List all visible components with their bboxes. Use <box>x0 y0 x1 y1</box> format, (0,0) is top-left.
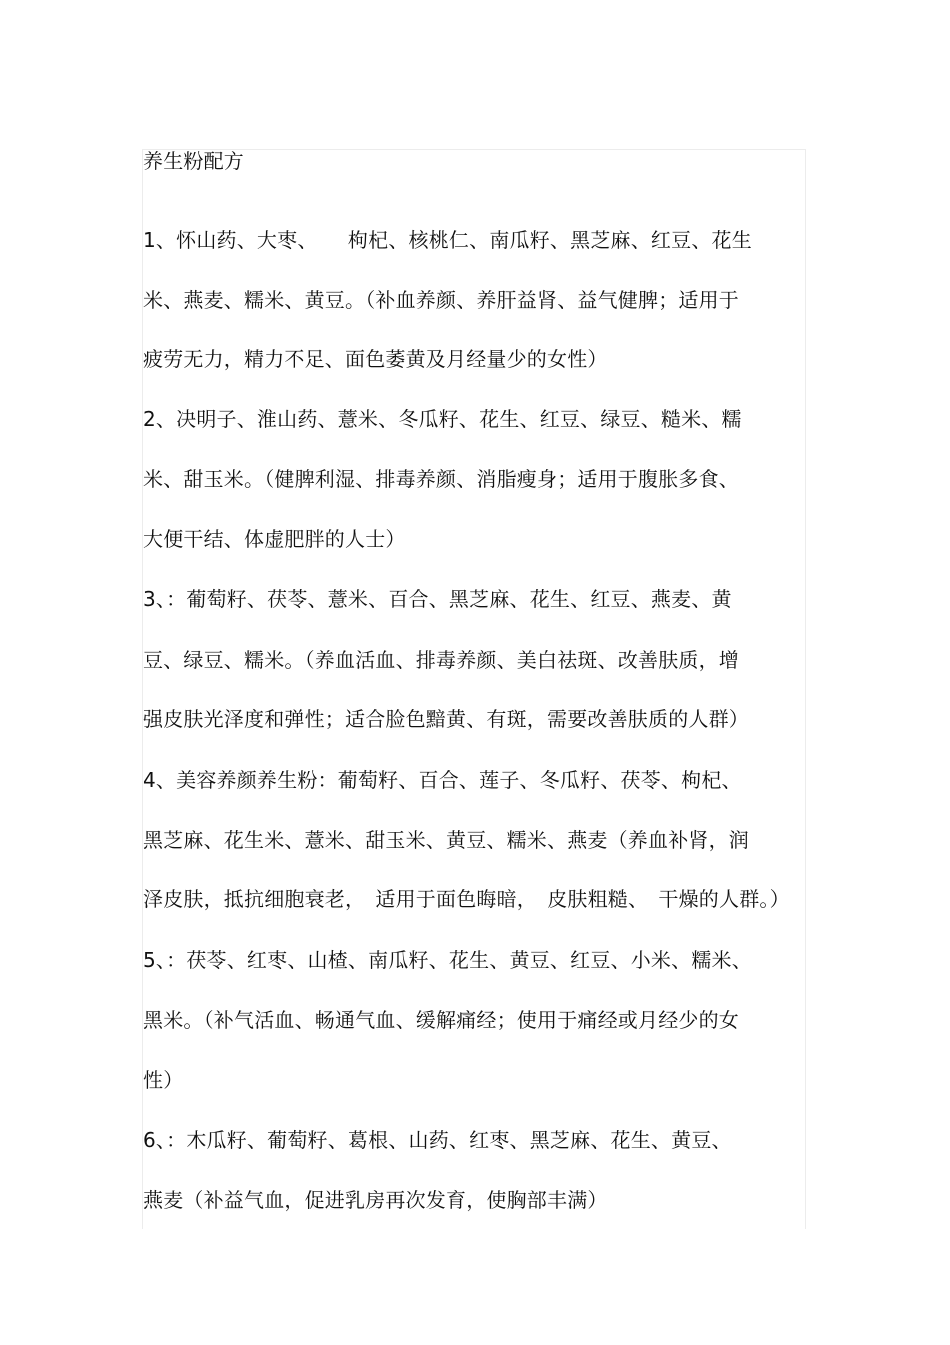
text-line: 2、决明子、淮山药、薏米、冬瓜籽、花生、红豆、绿豆、糙米、糯 <box>143 407 742 431</box>
text-line: 米、甜玉米。（健脾利湿、排毒养颜、消脂瘦身；适用于腹胀多食、 <box>143 467 739 491</box>
text-line: 泽皮肤，抵抗细胞衰老， 适用于面色晦暗， 皮肤粗糙、 干燥的人群。） <box>143 887 790 911</box>
text-line: 6、：木瓜籽、葡萄籽、葛根、山药、红枣、黑芝麻、花生、黄豆、 <box>143 1128 732 1152</box>
text-line: 4、美容养颜养生粉：葡萄籽、百合、莲子、冬瓜籽、茯苓、枸杞、 <box>143 768 742 792</box>
text-line: 豆、绿豆、糯米。（养血活血、排毒养颜、美白祛斑、改善肤质，增 <box>143 648 739 672</box>
document-title: 养生粉配方 <box>143 149 244 173</box>
text-line: 黑芝麻、花生米、薏米、甜玉米、黄豆、糯米、燕麦（养血补肾，润 <box>143 828 749 852</box>
text-line: 性） <box>143 1068 184 1092</box>
text-line: 黑米。（补气活血、畅通气血、缓解痛经；使用于痛经或月经少的女 <box>143 1008 739 1032</box>
text-line: 强皮肤光泽度和弹性；适合脸色黯黄、有斑，需要改善肤质的人群） <box>143 707 749 731</box>
text-line: 1、怀山药、大枣、 枸杞、核桃仁、南瓜籽、黑芝麻、红豆、花生 <box>143 228 752 252</box>
text-line: 燕麦（补益气血，促进乳房再次发育，使胸部丰满） <box>143 1188 608 1212</box>
text-line: 米、燕麦、糯米、黄豆。（补血养颜、养肝益肾、益气健脾；适用于 <box>143 288 739 312</box>
text-line: 大便干结、体虚肥胖的人士） <box>143 527 406 551</box>
text-line: 3、：葡萄籽、茯苓、薏米、百合、黑芝麻、花生、红豆、燕麦、黄 <box>143 587 732 611</box>
text-line: 5、：茯苓、红枣、山楂、南瓜籽、花生、黄豆、红豆、小米、糯米、 <box>143 948 752 972</box>
text-line: 疲劳无力，精力不足、面色萎黄及月经量少的女性） <box>143 347 608 371</box>
